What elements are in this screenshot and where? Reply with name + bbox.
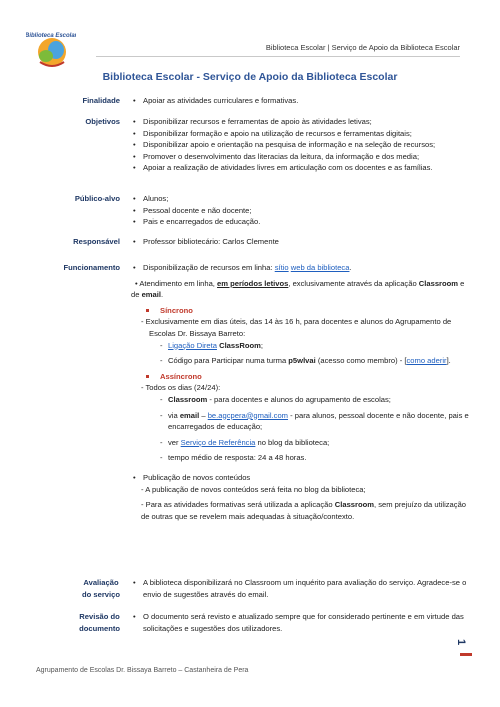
logo-text: Biblioteca Escolar xyxy=(26,33,76,39)
page-title: Biblioteca Escolar - Serviço de Apoio da Biblioteca Escolar xyxy=(102,71,398,83)
assincrono-heading: Assíncrono xyxy=(141,371,471,383)
list-item: • Apoiar as atividades curriculares e formativas. xyxy=(131,95,471,107)
assincrono-line-1: - Classroom - para docentes e alunos do agrupamento de escolas; xyxy=(160,394,471,406)
assincrono-line-4: - tempo médio de resposta: 24 a 48 horas. xyxy=(160,452,471,464)
sincrono-heading: Síncrono xyxy=(141,305,471,317)
list-item: • Publicação de novos conteúdos xyxy=(131,472,471,484)
sincrono-line-2: - Código para Participar numa turma p5wlvai (acesso como membro) - [como aderir]. xyxy=(160,355,471,367)
list-item: • Professor bibliotecário: Carlos Clemente xyxy=(131,236,471,248)
footer-text: Agrupamento de Escolas Dr. Bissaya Barreto – Castanheira de Pera xyxy=(36,667,249,674)
list-item: • Promover o desenvolvimento das literacias da leitura, da informação e dos media; xyxy=(131,151,471,163)
list-item: • Pais e encarregados de educação. xyxy=(131,216,471,228)
label-avaliacao: Avaliação do serviço xyxy=(82,578,120,599)
assincrono-line-2: - via email – be.agcpera@gmail.com - para alunos, pessoal docente e não docente, pais e encarregados de educação; xyxy=(160,410,471,433)
list-item: • Pessoal docente e não docente; xyxy=(131,205,471,217)
list-item: • O documento será revisto e atualizado sempre que for considerado pertinente e em virtude das solicitações e sugestões dos utilizadores. xyxy=(131,611,471,634)
label-publico: Público-alvo xyxy=(74,194,120,203)
list-item: • Disponibilizar formação e apoio na utilização de recursos e ferramentas digitais; xyxy=(131,128,471,140)
link-sitio[interactable]: sítio xyxy=(274,263,289,272)
link-como-aderir[interactable]: como aderir xyxy=(406,356,447,366)
page-number-accent xyxy=(460,653,472,656)
list-item: • Alunos; xyxy=(131,193,471,205)
pub-line-1: - A publicação de novos conteúdos será feita no blog da biblioteca; xyxy=(141,484,366,494)
assincrono-line-3: - ver Serviço de Referência no blog da biblioteca; xyxy=(160,437,471,449)
link-ligacao-direta[interactable]: Ligação Direta xyxy=(168,340,217,350)
label-objetivos: Objetivos xyxy=(85,117,120,126)
list-item: • Disponibilização de recursos em linha: sítio web da biblioteca. xyxy=(131,262,471,274)
list-item: • A biblioteca disponibilizará no Classroom um inquérito para avaliação do serviço. Agradece-se o envio de sugestões através do email. xyxy=(131,577,471,600)
pub-line-2: - Para as atividades formativas será utilizada a aplicação Classroom, sem prejuízo da utilização de outras que se revelem mais adequadas à situação/contexto. xyxy=(141,500,467,521)
link-web-biblioteca[interactable]: web da biblioteca xyxy=(290,263,350,272)
label-responsavel: Responsável xyxy=(73,237,120,246)
list-item: • Apoiar a realização de atividades livres em articulação com os docentes e as famílias. xyxy=(131,162,471,174)
library-logo xyxy=(26,28,76,70)
link-email[interactable]: be.agcpera@gmail.com xyxy=(207,410,289,420)
sincrono-line-1: - Ligação Direta ClassRoom; xyxy=(160,340,471,352)
list-item: • Disponibilizar recursos e ferramentas de apoio às atividades letivas; xyxy=(131,116,471,128)
link-servico-referencia[interactable]: Serviço de Referência xyxy=(180,437,256,447)
assincrono-desc: - Todos os dias (24/24): xyxy=(141,383,221,393)
atendimento-paragraph: • Atendimento em linha, em períodos letivos, exclusivamente através da aplicação Classroom e de email. xyxy=(131,278,465,300)
label-funcionamento: Funcionamento xyxy=(63,263,120,272)
page-number: 1 xyxy=(455,638,468,646)
list-item: • Disponibilizar apoio e orientação na pesquisa de informação e na seleção de recursos; xyxy=(131,139,471,151)
header-divider xyxy=(96,56,460,57)
header-title: Biblioteca Escolar | Serviço de Apoio da Biblioteca Escolar xyxy=(265,43,460,52)
sincrono-desc: - Exclusivamente em dias úteis, das 14 às 16 h, para docentes e alunos do Agrupamento de Escolas Dr. Bissaya Barreto: xyxy=(141,317,452,338)
label-finalidade: Finalidade xyxy=(82,96,120,105)
label-revisao: Revisão do documento xyxy=(79,612,120,633)
